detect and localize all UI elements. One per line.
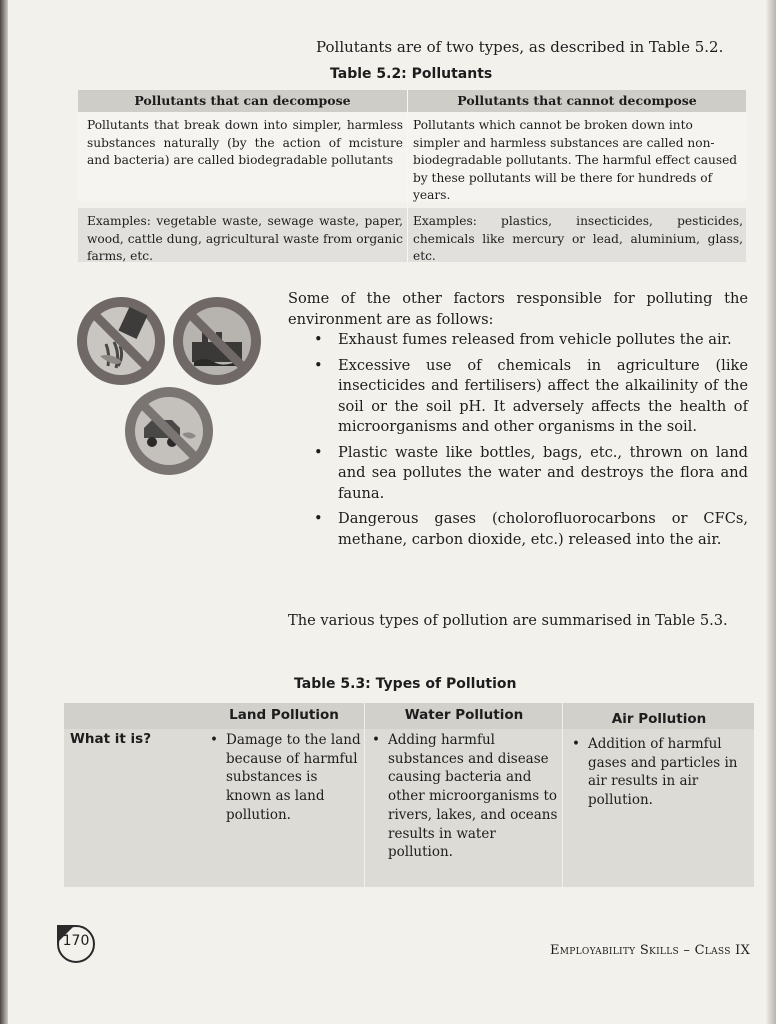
no-waste-dumping-icon xyxy=(76,296,166,386)
running-footer xyxy=(550,943,750,958)
page-number: 170 xyxy=(62,933,90,949)
footer-text: Employability Skills – Class IX xyxy=(550,943,751,958)
list-item: • Plastic waste like bottles, bags, etc., thrown on land and sea pollutes the water and destroys the flora and fauna. xyxy=(312,443,748,505)
column-divider xyxy=(407,90,408,262)
list-item: • Dangerous gases (cholorofluorocarbons or CFCs, methane, carbon dioxide, etc.) released into the air. xyxy=(312,509,748,550)
table-cell: Examples: plastics, insecticides, pesticides, chemicals like mercury or lead, aluminium, glass, etc. xyxy=(413,214,743,264)
table-cell-air: • Addition of harmful gases and particles in air results in air pollution. xyxy=(568,735,758,810)
table-5-2-caption: Table 5.2: Pollutants xyxy=(330,66,493,82)
table-cell: Pollutants which cannot be broken down into simpler and harmless substances are called non-biodegradable pollutants. The harmful effect caused by these pollutants will be there for hundreds of years. xyxy=(413,118,738,203)
list-item: • Excessive use of chemicals in agriculture (like insecticides and fertilisers) affect the alkailinity of the soil or the soil pH. It adversely affects the health of microorganisms and other organisms in the soil. xyxy=(312,356,748,438)
table-cell: Examples: vegetable waste, sewage waste, paper, wood, cattle dung, agricultural waste from organic farms, etc. xyxy=(87,214,403,264)
page-edge-shadow-right xyxy=(766,0,776,1024)
table-header-non-decompose: Pollutants that cannot decompose xyxy=(408,90,746,112)
table-header-air: Air Pollution xyxy=(611,711,707,727)
factors-bullet-list xyxy=(312,330,748,555)
table-header-decompose: Pollutants that can decompose xyxy=(78,90,407,112)
table-header-land: Land Pollution xyxy=(229,707,339,723)
table-cell-water: • Adding harmful substances and disease causing bacteria and other microorganisms to rivers, lakes, and oceans results in water pollution. xyxy=(368,731,558,862)
page-edge-shadow xyxy=(0,0,8,1024)
factors-closing: The various types of pollution are summarised in Table 5.3. xyxy=(288,612,728,629)
table-cell-land: • Damage to the land because of harmful substances is known as land pollution. xyxy=(206,731,362,825)
table-cell: Pollutants that break down into simpler, harmless substances naturally (by the action of mcisture and bacteria) are called biodegradable pollutants xyxy=(87,118,403,168)
no-vehicle-emission-icon xyxy=(124,386,214,476)
column-divider xyxy=(562,703,563,887)
table-5-3-caption: Table 5.3: Types of Pollution xyxy=(294,676,517,692)
page-number-badge xyxy=(57,925,93,961)
column-divider xyxy=(364,703,365,887)
row-label: What it is? xyxy=(70,731,152,747)
factors-lead: Some of the other factors responsible for polluting the environment are as follows: xyxy=(288,290,748,328)
list-item: • Exhaust fumes released from vehicle pollutes the air. xyxy=(312,330,748,351)
no-factory-smoke-icon xyxy=(172,296,262,386)
intro-sentence: Pollutants are of two types, as described in Table 5.2. xyxy=(316,38,724,56)
table-5-2 xyxy=(78,90,746,262)
table-header-water: Water Pollution xyxy=(404,707,524,723)
table-5-3 xyxy=(64,703,754,887)
